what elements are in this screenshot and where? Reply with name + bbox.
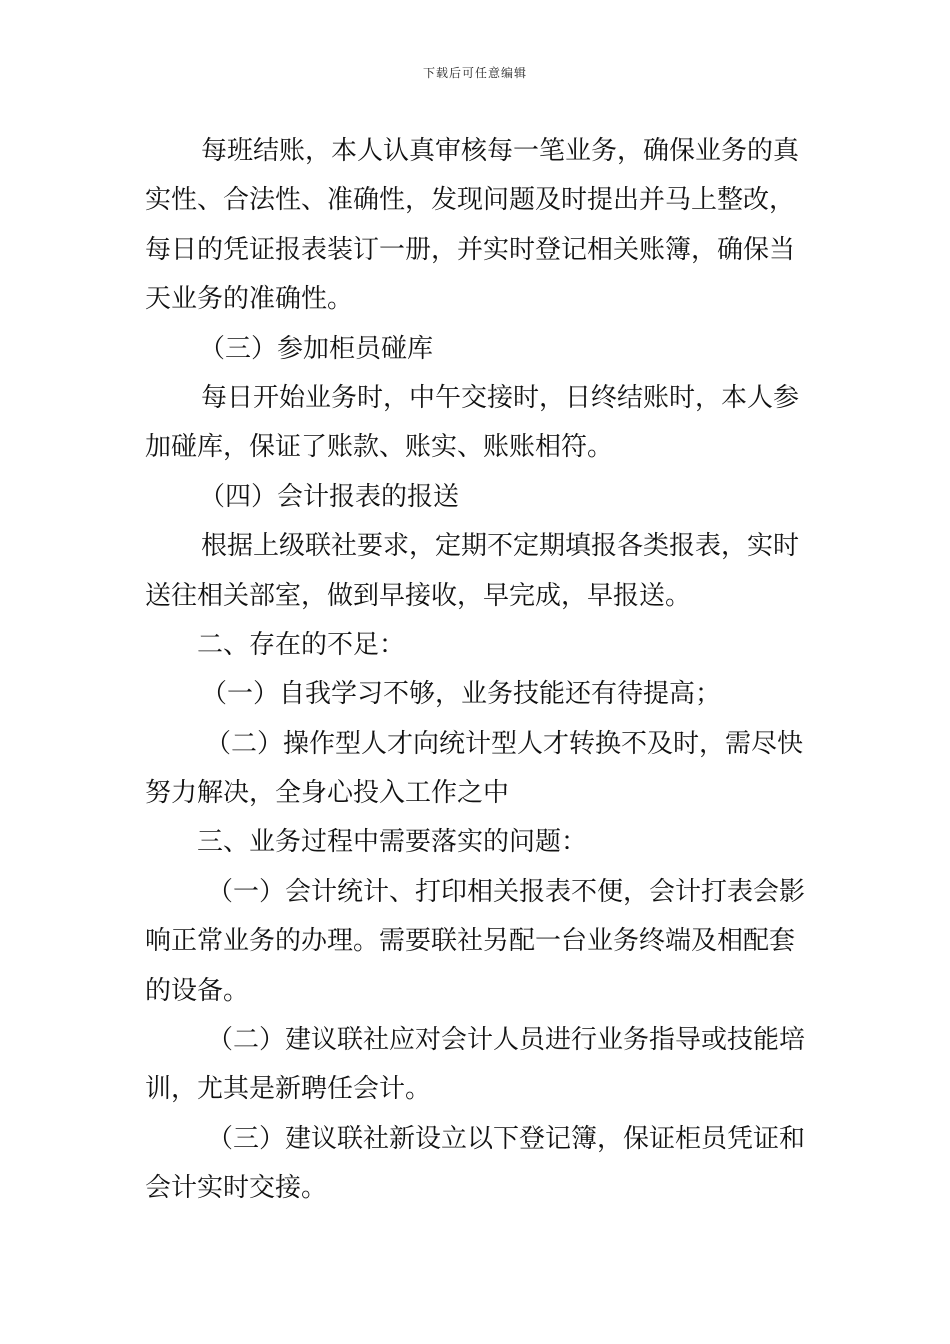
- text-line: 加碰库，保证了账款、账实、账账相符。: [145, 432, 614, 463]
- text-line: 三、业务过程中需要落实的问题：: [197, 827, 588, 858]
- text-line: 每日的凭证报表装订一册，并实时登记相关账簿，确保当: [145, 234, 796, 265]
- text-line: （二）建议联社应对会计人员进行业务指导或技能培: [207, 1025, 806, 1056]
- text-line: （一）自我学习不够，业务技能还有待提高；: [201, 679, 722, 710]
- text-line: 每日开始业务时，中午交接时，日终结账时，本人参: [201, 382, 800, 413]
- document-body: [145, 127, 810, 1214]
- text-line: （一）会计统计、打印相关报表不便，会计打表会影: [207, 876, 806, 907]
- text-line: （三）参加柜员碰库: [199, 333, 434, 364]
- text-line: 二、存在的不足：: [197, 629, 406, 660]
- text-line: 会计实时交接。: [145, 1173, 328, 1204]
- page-header: 下载后可任意编辑: [422, 66, 527, 80]
- text-line: 天业务的准确性。: [145, 284, 354, 315]
- text-line: （二）操作型人才向统计型人才转换不及时，需尽快: [205, 728, 804, 759]
- text-line: 送往相关部室，做到早接收，早完成，早报送。: [145, 580, 692, 611]
- text-line: （三）建议联社新设立以下登记簿，保证柜员凭证和: [207, 1123, 806, 1154]
- text-line: 实性、合法性、准确性，发现问题及时提出并马上整改，: [145, 185, 796, 216]
- text-line: 每班结账，本人认真审核每一笔业务，确保业务的真: [201, 136, 800, 166]
- text-line: （四）会计报表的报送: [199, 481, 460, 512]
- text-line: 的设备。: [145, 975, 250, 1006]
- text-line: 响正常业务的办理。需要联社另配一台业务终端及相配套: [145, 926, 796, 957]
- text-line: 努力解决，全身心投入工作之中: [145, 778, 510, 809]
- text-line: 根据上级联社要求，定期不定期填报各类报表，实时: [201, 531, 800, 562]
- text-line: 训，尤其是新聘任会计。: [145, 1074, 432, 1105]
